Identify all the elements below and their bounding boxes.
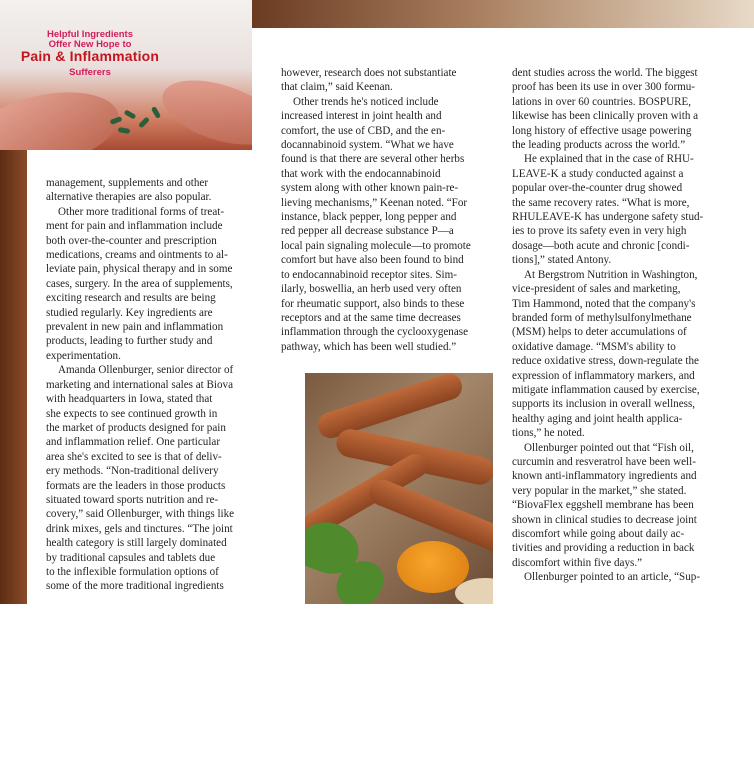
text-line: situated toward sports nutrition and re-	[46, 493, 219, 506]
text-line: Ollenburger pointed to an article, “Sup-	[524, 571, 701, 584]
text-line: supports its inclusion in overall wellness,	[512, 398, 696, 411]
capsule-shape	[124, 109, 137, 119]
hero-title-line3: Pain & Inflammation	[20, 48, 160, 64]
text-line: lations in over 60 countries. BOSPURE,	[512, 95, 692, 108]
text-line: tions,” he noted.	[512, 427, 585, 440]
article-paragraph	[512, 441, 746, 571]
text-line: oxidative damage. “MSM's ability to	[512, 340, 676, 353]
text-line: RHULEAVE-K has undergone safety stud-	[512, 211, 704, 224]
hero-image	[0, 0, 252, 150]
article-paragraph	[46, 176, 282, 205]
text-line: He explained that in the case of RHU-	[524, 153, 694, 166]
text-line: Other more traditional forms of treat-	[58, 205, 225, 218]
text-line: to endocannabinoid receptor sites. Sim-	[281, 268, 457, 281]
text-line: local pain signaling molecule—to promote	[281, 239, 471, 252]
text-line: ment for pain and inflammation include	[46, 220, 223, 233]
text-line: medications, creams and ointments to al-	[46, 249, 228, 262]
text-line: management, supplements and other	[46, 177, 209, 189]
text-line: curcumin and resveratrol have been well-	[512, 455, 696, 468]
hand-photo-shape	[0, 80, 126, 150]
hero-title	[0, 30, 180, 79]
turmeric-root-shape	[315, 373, 466, 442]
text-line: branded form of methylsulfonylmethane	[512, 311, 692, 324]
hero-title-line1: Helpful Ingredients	[46, 29, 134, 40]
text-line: comfort but have also been found to bind	[281, 254, 464, 267]
text-line: exciting research and results are being	[46, 292, 216, 305]
text-line: the market of products designed for pain	[46, 421, 226, 434]
text-line: known anti-inflammatory ingredients and	[512, 470, 697, 483]
capsule-shape	[118, 127, 131, 134]
article-paragraph	[46, 205, 282, 363]
text-line: both over-the-counter and prescription	[46, 234, 217, 247]
text-line: by traditional capsules and tablets due	[46, 551, 216, 564]
text-line: health category is still largely dominated	[46, 537, 227, 550]
text-line: red pepper all decrease substance P—a	[281, 225, 454, 238]
text-line: discomfort while going about daily ac-	[512, 528, 685, 540]
article-paragraph	[281, 66, 497, 95]
text-line: instance, black pepper, long pepper and	[281, 211, 457, 224]
header-gradient-bar	[252, 0, 754, 28]
hand-photo-shape	[154, 68, 252, 150]
text-line: Amanda Ollenburger, senior director of	[58, 364, 234, 377]
article-paragraph	[512, 570, 746, 584]
text-line: with headquarters in Iowa, stated that	[46, 393, 213, 406]
text-line: inflammation through the cyclooxygenase	[281, 326, 469, 339]
text-line: proof has been its use in over 300 formu-	[512, 81, 696, 94]
text-line: the leading products across the world.”	[512, 139, 686, 152]
text-line: discomfort within five days.”	[512, 556, 643, 569]
text-line: mitigate inflammation caused by exercise,	[512, 383, 700, 396]
text-line: to the inflexible formulation options of	[46, 565, 219, 578]
text-line: formats are the leaders in those products	[46, 479, 226, 492]
text-line: drink mixes, gels and tinctures. “The joint	[46, 522, 233, 535]
text-line: products, leading to further study and	[46, 335, 213, 348]
text-line: ies to prove its safety even in very high	[512, 225, 687, 238]
sidebar-accent-bar	[0, 150, 27, 604]
capsule-shape	[138, 116, 150, 128]
text-line: increased interest in joint health and	[281, 110, 442, 123]
text-line: (MSM) helps to deter accumulations of	[512, 326, 687, 339]
text-line: ilarly, boswellia, an herb used very often	[281, 283, 462, 296]
text-line: vice-president of sales and marketing,	[512, 283, 681, 296]
text-line: expression of inflammatory markers, and	[512, 369, 695, 382]
text-line: leviate pain, physical therapy and in some	[46, 263, 233, 276]
text-line: the same recovery rates. “What is more,	[512, 196, 690, 209]
text-line: that claim,” said Keenan.	[281, 81, 393, 94]
article-column-1	[46, 176, 282, 780]
text-line: healthy aging and joint health applica-	[512, 412, 683, 425]
text-line: dent studies across the world. The biggest	[512, 67, 698, 79]
text-line: area she's excited to see is that of deliv-	[46, 450, 222, 463]
text-line: that work with the endocannabinoid	[281, 167, 441, 180]
text-line: reduce oxidative stress, down-regulate the	[512, 355, 699, 368]
article-paragraph	[512, 152, 746, 267]
hero-title-line2: Offer New Hope to	[48, 38, 132, 50]
text-line: some of the more traditional ingredients	[46, 580, 224, 593]
text-line: At Bergstrom Nutrition in Washington,	[524, 268, 698, 281]
article-paragraph	[281, 95, 497, 354]
text-line: “BiovaFlex eggshell membrane has been	[512, 499, 694, 512]
text-line: system along with other known pain-re-	[281, 182, 459, 195]
text-line: pathway, which has been well studied.”	[281, 340, 457, 353]
article-paragraph	[46, 363, 282, 594]
text-line: cases, surgery. In the area of supplements,	[46, 277, 233, 290]
text-line: receptors and at the same time decreases	[281, 311, 461, 324]
article-paragraph	[512, 66, 746, 152]
text-line: lieving mechanisms,” Keenan noted. “For	[281, 196, 468, 209]
text-line: prevalent in new pain and inflammation	[46, 321, 224, 334]
text-line: for rheumatic support, also binds to these	[281, 297, 465, 310]
text-line: marketing and international sales at Biova	[46, 378, 233, 391]
text-line: experimentation.	[46, 349, 121, 362]
text-line: very popular in the market,” she stated.	[512, 484, 687, 497]
text-line: studied regularly. Key ingredients are	[46, 306, 213, 319]
text-line: tions],” stated Antony.	[512, 254, 612, 267]
article-paragraph	[512, 268, 746, 441]
text-line: found is that there are several other herbs	[281, 153, 465, 166]
text-line: docannabinoid system. “What we have	[281, 139, 454, 152]
text-line: dosage—both acute and chronic [condi-	[512, 239, 690, 252]
capsule-shape	[151, 106, 161, 119]
hero-title-line4: Sufferers	[69, 67, 111, 78]
text-line: LEAVE-K a study conducted against a	[512, 167, 684, 180]
text-line: likewise has been clinically proven with a	[512, 110, 699, 123]
text-line: she expects to see continued growth in	[46, 407, 218, 420]
text-line: alternative therapies are also popular.	[46, 191, 212, 204]
text-line: however, research does not substantiate	[281, 67, 457, 79]
text-line: covery,” said Ollenburger, with things like	[46, 508, 235, 521]
text-line: Ollenburger pointed out that “Fish oil,	[524, 441, 694, 454]
text-line: Tim Hammond, noted that the company's	[512, 297, 696, 310]
article-column-3	[512, 66, 746, 670]
text-line: shown in clinical studies to decrease joint	[512, 513, 697, 526]
text-line: popular over-the-counter drug showed	[512, 182, 683, 195]
turmeric-photo	[305, 373, 493, 604]
text-line: comfort, the use of CBD, and the en-	[281, 124, 446, 137]
text-line: and inflammation relief. One particular	[46, 436, 221, 449]
text-line: Other trends he's noticed include	[293, 95, 439, 108]
text-line: ery methods. “Non-traditional delivery	[46, 465, 219, 478]
text-line: tivities and providing a reduction in back	[512, 542, 695, 555]
text-line: long history of effective usage powering	[512, 124, 692, 137]
